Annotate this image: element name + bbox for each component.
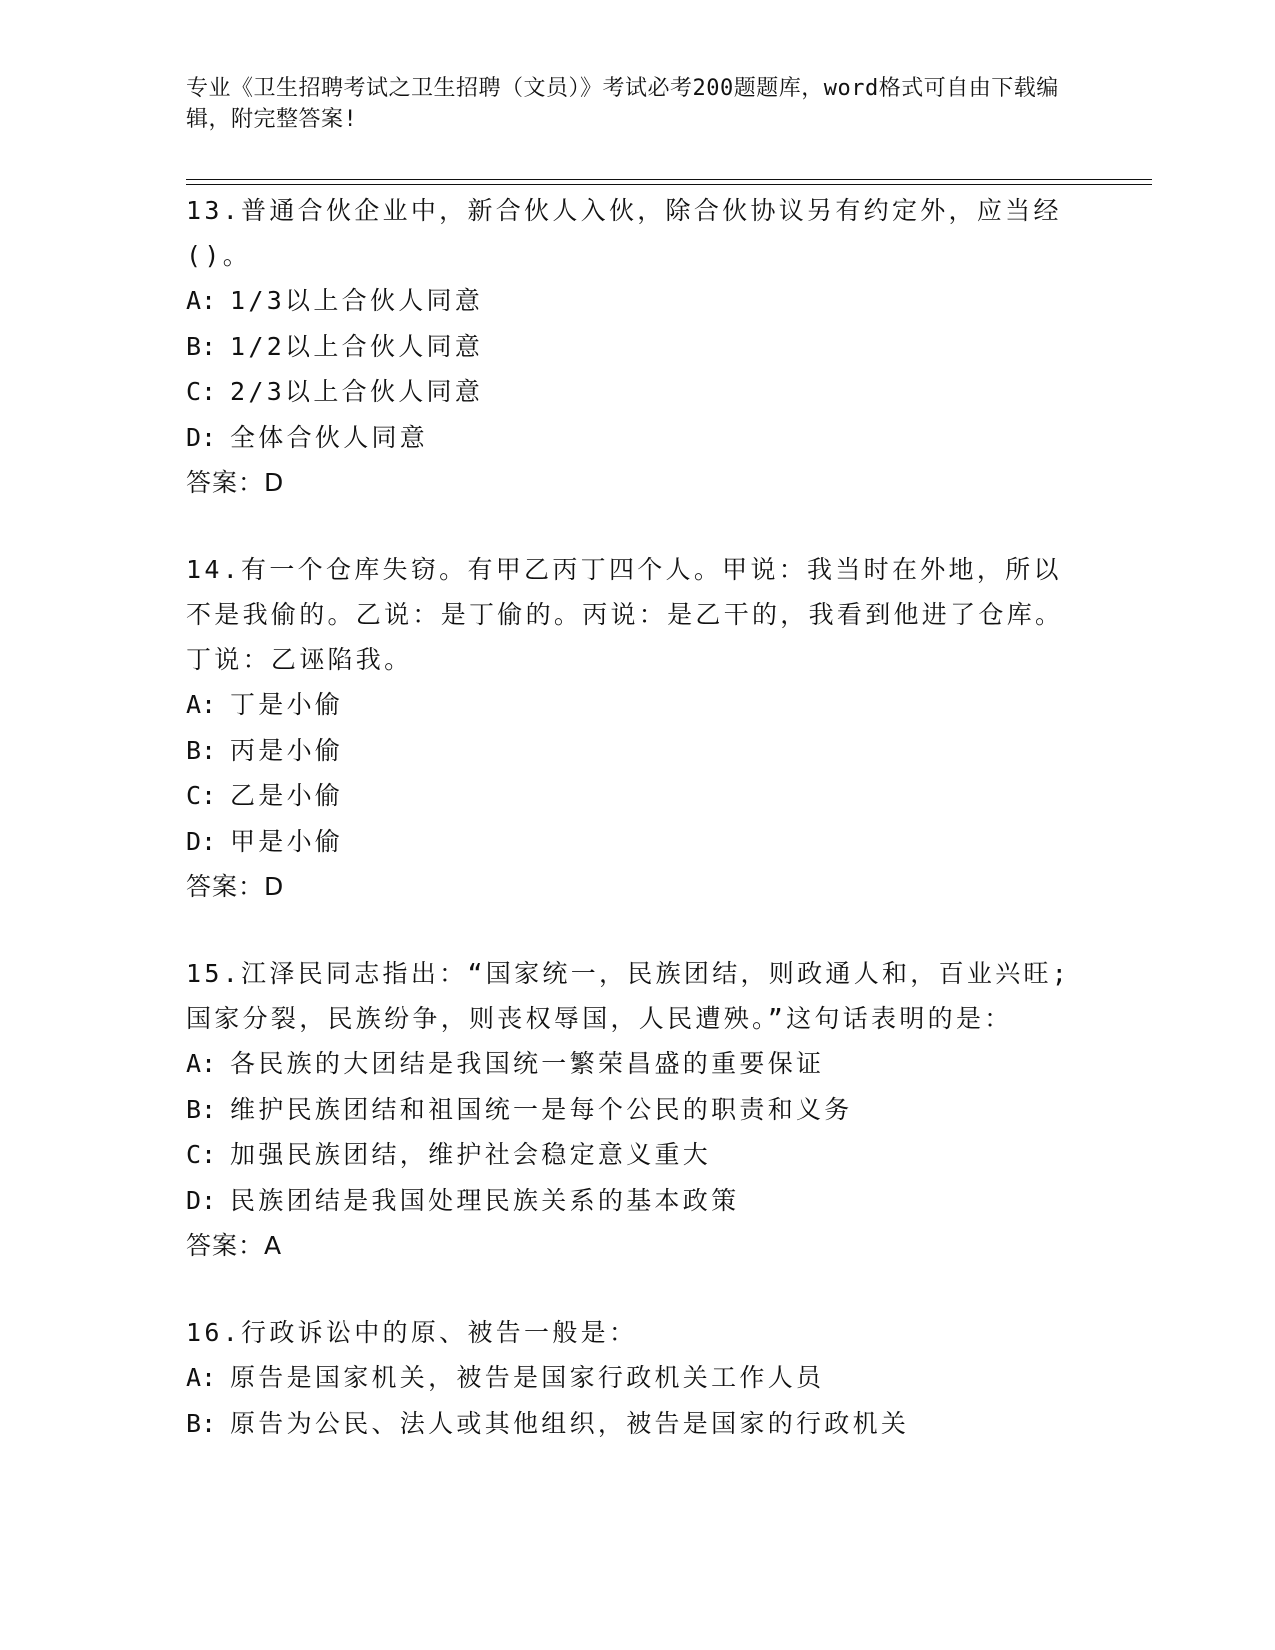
option-key: D:: [186, 422, 217, 452]
question-stem: 16.行政诉讼中的原、被告一般是：: [186, 1318, 638, 1347]
option-key: C:: [186, 377, 217, 406]
document-header: 专业《卫生招聘考试之卫生招聘（文员）》考试必考200题题库，word格式可自由下载编辑，附完整答案!: [186, 76, 1059, 132]
option-d: [186, 819, 1086, 865]
header-rule-top: [186, 179, 1152, 180]
option-text: 丁是小偷: [230, 690, 344, 719]
option-text: 全体合伙人同意: [230, 422, 429, 452]
question-16: [186, 1310, 1086, 1446]
question-list: [186, 188, 1086, 1487]
option-text: 1/2以上合伙人同意: [230, 331, 484, 361]
option-text: 甲是小偷: [230, 826, 344, 856]
option-text: 民族团结是我国处理民族关系的基本政策: [230, 1185, 740, 1215]
option-text: 原告是国家机关，被告是国家行政机关工作人员: [230, 1363, 825, 1392]
answer-line: 答案：A: [186, 1231, 283, 1260]
option-text: 原告为公民、法人或其他组织，被告是国家的行政机关: [230, 1408, 910, 1438]
question-13: [186, 188, 1086, 506]
option-key: B:: [186, 331, 217, 361]
question-stem: 14.有一个仓库失窃。有甲乙丙丁四个人。甲说：我当时在外地，所以不是我偷的。乙说：是丁偷的。丙说：是乙干的，我看到他进了仓库。丁说：乙诬陷我。: [186, 555, 1064, 674]
option-key: B:: [186, 1094, 217, 1124]
option-key: D:: [186, 826, 217, 856]
header-rule-bottom: [186, 184, 1152, 185]
option-key: A:: [186, 1049, 217, 1078]
option-text: 加强民族团结，维护社会稳定意义重大: [230, 1140, 712, 1169]
option-c: [186, 369, 1086, 415]
option-a: [186, 1041, 1086, 1087]
option-b: [186, 324, 1086, 370]
option-text: 乙是小偷: [230, 781, 344, 810]
option-c: [186, 773, 1086, 819]
option-text: 各民族的大团结是我国统一繁荣昌盛的重要保证: [230, 1049, 825, 1078]
option-a: [186, 1355, 1086, 1401]
question-stem: 13.普通合伙企业中，新合伙人入伙，除合伙协议另有约定外，应当经()。: [186, 196, 1062, 270]
option-key: C:: [186, 1140, 217, 1169]
option-d: [186, 415, 1086, 461]
answer-line: 答案：D: [186, 872, 285, 901]
option-text: 维护民族团结和祖国统一是每个公民的职责和义务: [230, 1094, 853, 1124]
option-c: [186, 1132, 1086, 1178]
option-b: [186, 728, 1086, 774]
option-key: B:: [186, 735, 217, 765]
question-stem: 15.江泽民同志指出：“国家统一，民族团结，则政通人和，百业兴旺;国家分裂，民族纷争，则丧权辱国，人民遭殃。”这句话表明的是：: [186, 959, 1071, 1033]
answer-line: 答案：D: [186, 468, 285, 497]
option-b: [186, 1087, 1086, 1133]
option-a: [186, 682, 1086, 728]
option-a: [186, 278, 1086, 324]
option-key: A:: [186, 690, 217, 719]
option-key: C:: [186, 781, 217, 810]
question-15: [186, 951, 1086, 1269]
option-d: [186, 1178, 1086, 1224]
option-key: D:: [186, 1185, 217, 1215]
option-text: 1/3以上合伙人同意: [230, 286, 484, 315]
option-key: A:: [186, 286, 217, 315]
option-text: 丙是小偷: [230, 735, 344, 765]
option-b: [186, 1401, 1086, 1447]
option-key: B:: [186, 1408, 217, 1438]
option-key: A:: [186, 1363, 217, 1392]
question-14: [186, 547, 1086, 910]
option-text: 2/3以上合伙人同意: [230, 377, 484, 406]
